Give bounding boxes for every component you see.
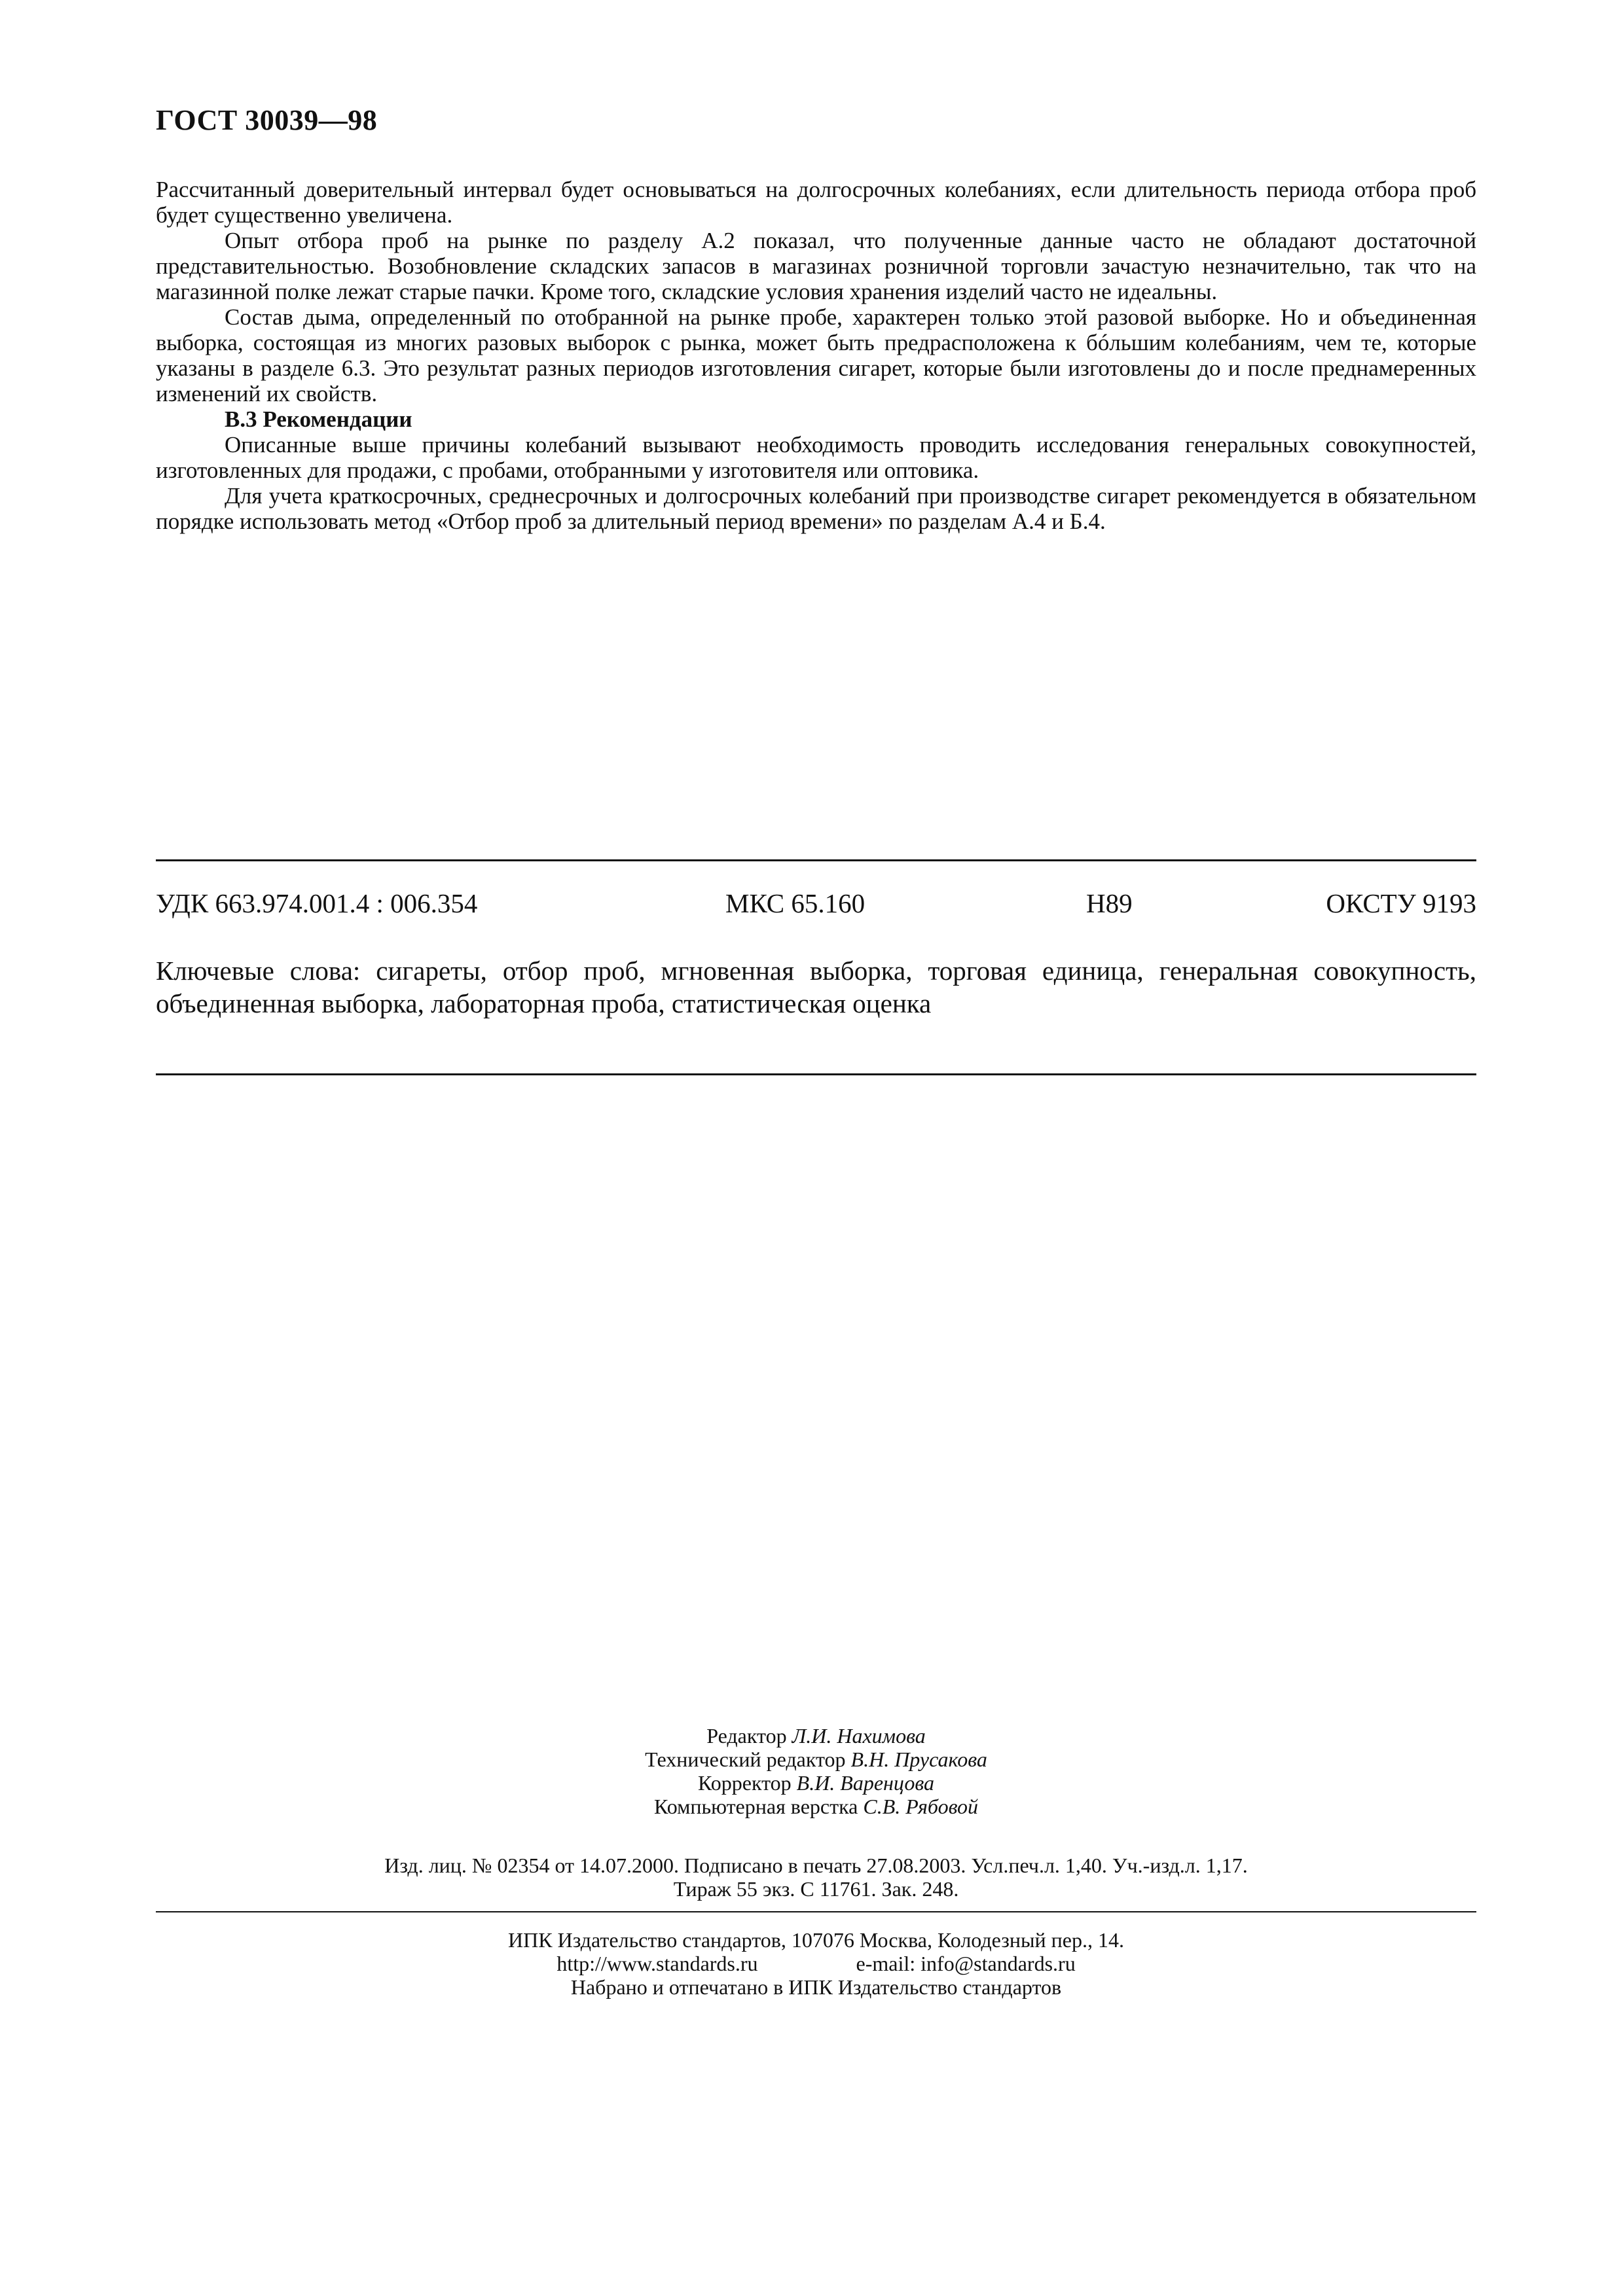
paragraph: Для учета краткосрочных, среднесрочных и долгосрочных колебаний при производстве сигарет рекомендуется в обязательном порядке использовать метод «Отбор проб за длительный период времени» по разделам А.4 и Б.4. xyxy=(156,483,1476,534)
publisher-email: e-mail: info@standards.ru xyxy=(856,1952,1076,1975)
credit-name: С.В. Рябовой xyxy=(863,1795,979,1818)
document-header: ГОСТ 30039—98 xyxy=(156,104,378,136)
divider-footer xyxy=(156,1911,1476,1912)
divider-top xyxy=(156,859,1476,861)
publisher-info xyxy=(156,1928,1476,1999)
publisher-contacts xyxy=(156,1952,1476,1975)
mks-code: МКС 65.160 xyxy=(725,888,866,918)
credit-label: Корректор xyxy=(698,1771,792,1795)
body-text xyxy=(156,177,1476,534)
category-code: Н89 xyxy=(1086,888,1133,918)
credit-corrector xyxy=(156,1771,1476,1795)
credit-editor xyxy=(156,1724,1476,1748)
paragraph: Состав дыма, определенный по отобранной на рынке пробе, характерен только этой разовой выборке. Но и объединенная выборка, состоящая из многих разовых выборок с рынка, может быть предрасположена к бóльшим колебаниям, чем те, которые указаны в разделе 6.3. Это результат разных периодов изготовления сигарет, которые были изготовлены до и после преднамеренных изменений их свойств. xyxy=(156,304,1476,406)
print-run-line: Тираж 55 экз. С 11761. Зак. 248. xyxy=(673,1877,959,1901)
paragraph: Опыт отбора проб на рынке по разделу А.2 показал, что полученные данные часто не обладают достаточной представительностью. Возобновление складских запасов в магазинах розничной торговли зачастую незначительно, так что на магазинной полке лежат старые пачки. Кроме того, складские условия хранения изделий часто не идеальны. xyxy=(156,228,1476,304)
keywords: Ключевые слова: сигареты, отбор проб, мгновенная выборка, торговая единица, генеральная совокупность, объединенная выборка, лабораторная проба, статистическая оценка xyxy=(156,956,1476,1018)
paragraph: Описанные выше причины колебаний вызывают необходимость проводить исследования генеральных совокупностей, изготовленных для продажи, с пробами, отобранными у изготовителя или оптовика. xyxy=(156,432,1476,483)
credit-name: Л.И. Нахимова xyxy=(792,1724,926,1748)
publisher-website: http://www.standards.ru xyxy=(556,1952,758,1975)
credit-layout xyxy=(156,1795,1476,1818)
credit-tech-editor xyxy=(156,1748,1476,1771)
credit-label: Компьютерная верстка xyxy=(653,1795,858,1818)
publisher-printed-by: Набрано и отпечатано в ИПК Издательство стандартов xyxy=(570,1975,1062,1999)
credit-name: В.Н. Прусакова xyxy=(850,1748,987,1771)
section-heading: В.3 Рекомендации xyxy=(225,406,412,432)
license-line: Изд. лиц. № 02354 от 14.07.2000. Подписано в печать 27.08.2003. Усл.печ.л. 1,40. Уч.-изд.л. 1,17. xyxy=(384,1854,1248,1877)
divider-bottom xyxy=(156,1073,1476,1075)
okstu-code: ОКСТУ 9193 xyxy=(1326,888,1476,918)
publication-info xyxy=(156,1854,1476,1901)
publisher-address: ИПК Издательство стандартов, 107076 Москва, Колодезный пер., 14. xyxy=(508,1928,1124,1952)
credit-name: В.И. Варенцова xyxy=(796,1771,934,1795)
paragraph: Рассчитанный доверительный интервал будет основываться на долгосрочных колебаниях, если длительность периода отбора проб будет существенно увеличена. xyxy=(156,177,1476,228)
credit-label: Технический редактор xyxy=(645,1748,846,1771)
credits xyxy=(156,1724,1476,1818)
udk-code: УДК 663.974.001.4 : 006.354 xyxy=(156,888,478,918)
classification-row xyxy=(156,888,1476,920)
credit-label: Редактор xyxy=(706,1724,787,1748)
